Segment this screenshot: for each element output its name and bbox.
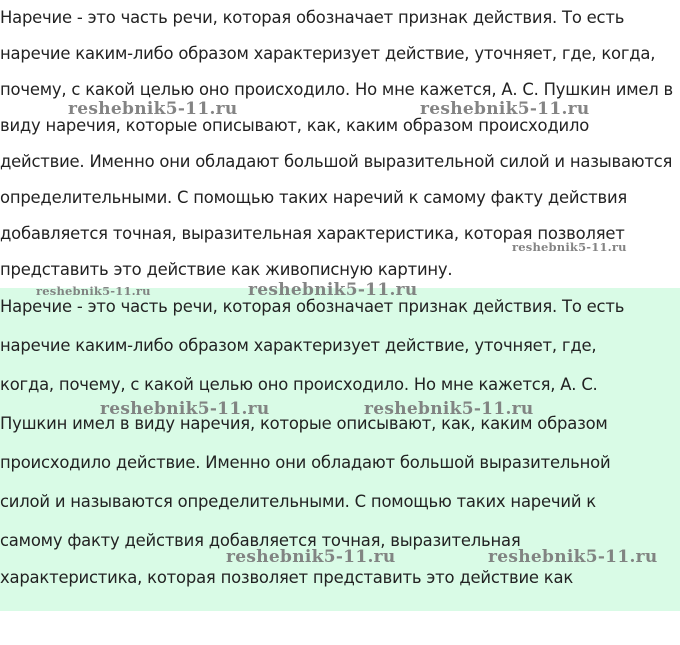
paragraph-line: наречие каким-либо образом характеризует действие, уточняет, где, (0, 336, 597, 355)
paragraph-line: характеристика, которая позволяет представить это действие как (0, 568, 574, 587)
paragraph-line: добавляется точная, выразительная характеристика, которая позволяет (0, 224, 625, 243)
paragraph-line: происходило действие. Именно они обладают большой выразительной (0, 453, 611, 472)
paragraph-line: наречие каким-либо образом характеризует действие, уточняет, где, когда, (0, 44, 656, 63)
paragraph-line: виду наречия, которые описывают, как, каким образом происходило (0, 116, 590, 135)
paragraph-line: почему, с какой целью оно происходило. Но мне кажется, А. С. Пушкин имел в (0, 80, 673, 99)
watermark-text: reshebnik5-11.ru (512, 240, 627, 254)
watermark-text: reshebnik5-11.ru (364, 399, 534, 419)
watermark-text: reshebnik5-11.ru (68, 99, 238, 119)
paragraph-line: Пушкин имел в виду наречия, которые описывают, как, каким образом (0, 414, 608, 433)
paragraph-line: когда, почему, с какой целью оно происходило. Но мне кажется, А. С. (0, 375, 598, 394)
paragraph-line: самому факту действия добавляется точная, выразительная (0, 531, 521, 550)
paragraph-line: Наречие - это часть речи, которая обозначает признак действия. То есть (0, 297, 625, 316)
watermark-text: reshebnik5-11.ru (488, 547, 658, 567)
watermark-text: reshebnik5-11.ru (248, 280, 418, 300)
paragraph-line: определительными. С помощью таких наречий к самому факту действия (0, 188, 628, 207)
watermark-text: reshebnik5-11.ru (226, 547, 396, 567)
paragraph-line: Наречие - это часть речи, которая обозначает признак действия. То есть (0, 8, 625, 27)
watermark-text: reshebnik5-11.ru (100, 399, 270, 419)
paragraph-line: представить это действие как живописную картину. (0, 260, 453, 279)
watermark-text: reshebnik5-11.ru (36, 284, 151, 298)
watermark-text: reshebnik5-11.ru (420, 99, 590, 119)
paragraph-line: силой и называются определительными. С помощью таких наречий к (0, 492, 596, 511)
paragraph-line: действие. Именно они обладают большой выразительной силой и называются (0, 152, 673, 171)
